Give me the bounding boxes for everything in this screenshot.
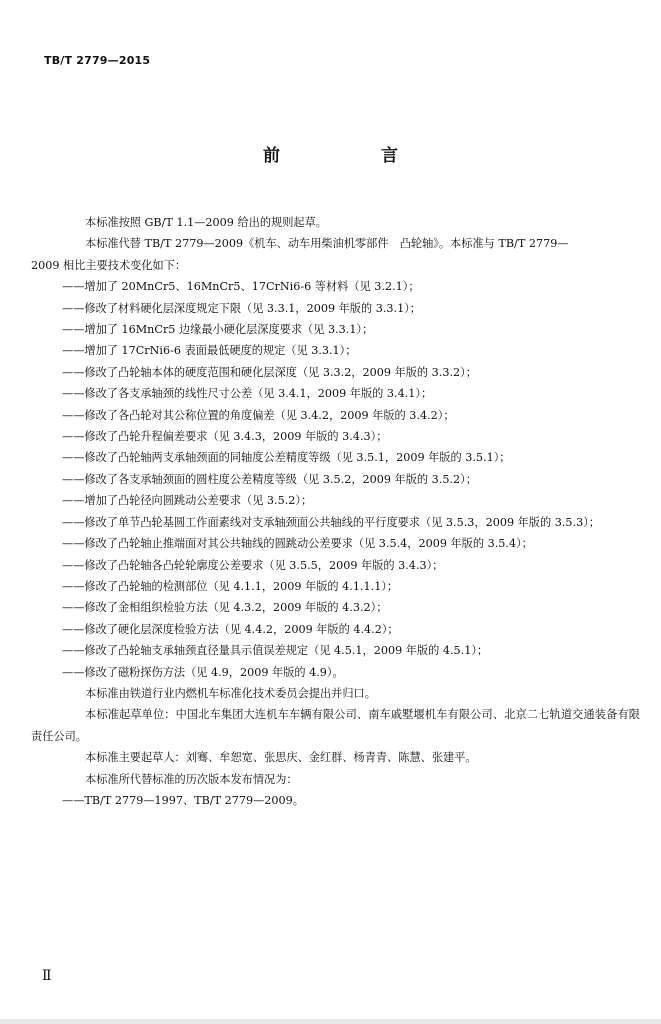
paragraph-drafting-units: 本标准起草单位：中国北车集团大连机车车辆有限公司、南车戚墅堰机车有限公司、北京二七轨道交通装备有限责任公司。 [31,708,640,743]
change-item: ——增加了 17CrNi6-6 表面最低硬度的规定（见 3.3.1）； [62,344,357,358]
change-item: ——修改了凸轮轴支承轴颈直径量具示值误差规定（见 4.5.1，2009 年版的 4.5.1）； [62,644,489,658]
page-number: Ⅱ [42,968,53,984]
change-item: ——修改了磁粉探伤方法（见 4.9，2009 年版的 4.9）。 [62,665,344,679]
change-item: ——修改了凸轮轴止推端面对其公共轴线的圆跳动公差要求（见 3.5.4，2009 年版的 3.5.4）； [62,537,533,551]
change-item: ——修改了凸轮轴两支承轴颈面的同轴度公差精度等级（见 3.5.1，2009 年版的 3.5.1）； [62,451,511,465]
change-item: ——修改了凸轮轴本体的硬度范围和硬化层深度（见 3.3.2，2009 年版的 3.3.2）； [62,365,477,379]
paragraph-replacement-line2: 2009 相比主要技术变化如下： [31,258,187,272]
foreword-body [31,212,640,811]
change-item: ——修改了凸轮升程偏差要求（见 3.4.3，2009 年版的 3.4.3）； [62,430,388,444]
paragraph-history-intro: 本标准所代替标准的历次版本发布情况为： [85,772,298,786]
change-item: ——增加了 20MnCr5、16MnCr5、17CrNi6-6 等材料（见 3.2.1）； [62,280,420,294]
paragraph-drafters: 本标准主要起草人：刘骞、牟恕宽、张思庆、金红群、杨青青、陈慧、张建平。 [85,751,477,765]
change-item: ——修改了凸轮轴各凸轮轮廓度公差要求（见 3.5.5，2009 年版的 3.4.3）； [62,558,444,572]
paragraph-drafting-rules: 本标准按照 GB/T 1.1—2009 给出的规则起草。 [85,216,327,229]
standard-number-header: TB/T 2779—2015 [44,54,151,67]
change-item: ——增加了凸轮径向圆跳动公差要求（见 3.5.2）； [62,494,313,508]
changes-list [62,276,640,683]
change-item: ——修改了各凸轮对其公称位置的角度偏差（见 3.4.2，2009 年版的 3.4.2）； [62,408,455,422]
change-item: ——修改了材料硬化层深度规定下限（见 3.3.1，2009 年版的 3.3.1）； [62,301,421,315]
page-title: 前 言 [263,146,440,166]
change-item: ——修改了硬化层深度检验方法（见 4.4.2，2009 年版的 4.4.2）； [62,622,399,636]
paragraph-replacement-line1: 本标准代替 TB/T 2779—2009《机车、动车用柴油机零部件 凸轮轴》。本标准与 TB/T 2779— [85,237,569,251]
page-bottom-edge [0,1019,661,1024]
paragraph-proposer: 本标准由铁道行业内燃机车标准化技术委员会提出并归口。 [85,686,376,700]
change-item: ——修改了各支承轴颈面的圆柱度公差精度等级（见 3.5.2，2009 年版的 3.5.2）； [62,472,477,486]
change-item: ——修改了凸轮轴的检测部位（见 4.1.1，2009 年版的 4.1.1.1）； [62,579,399,593]
change-item: ——增加了 16MnCr5 边缘最小硬化层深度要求（见 3.3.1）； [62,323,374,337]
change-item: ——修改了金相组织检验方法（见 4.3.2，2009 年版的 4.3.2）； [62,601,388,615]
change-item: ——修改了各支承轴颈的线性尺寸公差（见 3.4.1，2009 年版的 3.4.1）； [62,387,433,401]
history-item: ——TB/T 2779—1997、TB/T 2779—2009。 [62,793,304,807]
change-item: ——修改了单节凸轮基圆工作面素线对支承轴颈面公共轴线的平行度要求（见 3.5.3，2009 年版的 3.5.3）； [62,515,600,529]
